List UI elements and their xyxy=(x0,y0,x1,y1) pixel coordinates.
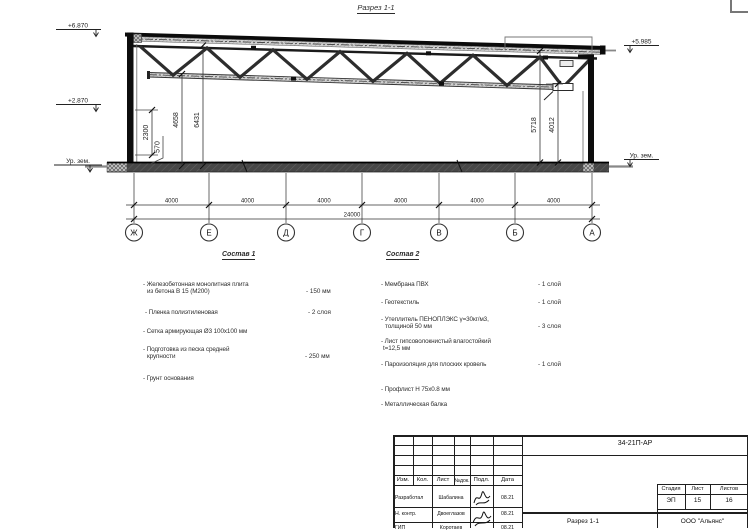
dim-label: 4012 xyxy=(549,117,556,133)
dim-label: 6431 xyxy=(194,112,201,128)
elevation-mark-arrow-icon xyxy=(624,46,659,53)
sheets-total: 16 xyxy=(725,497,733,504)
row-name: Двоеглазов xyxy=(437,511,465,517)
list-item-value: - 150 мм xyxy=(306,288,331,295)
list-item-value: - 2 слоя xyxy=(308,309,331,316)
grid-dimension-labels xyxy=(165,199,561,219)
floor-slab xyxy=(85,160,633,172)
dim-label: 570 xyxy=(154,141,162,153)
elevation-label: Ур. зем. xyxy=(629,152,654,160)
stage-label: Стадия xyxy=(661,486,681,492)
col-header-izm: Изм. xyxy=(396,477,410,483)
elevation-mark-arrow-icon xyxy=(624,160,659,167)
list-item: - Железобетонная монолитная плита из бетона В 15 (М200) xyxy=(143,281,249,295)
list-item: - Профлист Н 75х0.8 мм xyxy=(381,386,450,393)
company-name: ООО "Альянс" xyxy=(680,518,725,525)
vertical-dimensions-right xyxy=(537,48,563,166)
row-date: 08.21 xyxy=(501,511,514,517)
bay-dim: 4000 xyxy=(546,198,561,205)
list-item: - Грунт основания xyxy=(143,375,194,382)
row-role: Н. контр. xyxy=(395,511,417,517)
bay-dim: 4000 xyxy=(470,198,484,205)
dim-label: 4658 xyxy=(173,112,180,128)
list-item-value: - 3 слоя xyxy=(538,323,561,330)
elevation-mark-arrow-icon xyxy=(56,105,101,112)
total-dim: 24000 xyxy=(343,212,361,219)
dim-label: 2300 xyxy=(143,124,150,141)
sheet-number: 15 xyxy=(693,497,702,504)
sheet-frame-corner xyxy=(731,0,748,12)
doc-number: 34-21П-АР xyxy=(617,440,653,447)
stage-value: ЭП xyxy=(666,497,676,504)
row-role: Разработал xyxy=(395,495,424,501)
list-item: - Подготовка из песка средней крупности xyxy=(143,346,230,360)
axis-label: Д xyxy=(283,228,289,238)
dim-label: 5718 xyxy=(531,117,538,133)
axis-label: Ж xyxy=(130,228,138,238)
col-header-data: Дата xyxy=(501,477,514,483)
title-block xyxy=(393,435,748,531)
bay-dim: 4000 xyxy=(164,198,179,205)
axis-label: Б xyxy=(512,228,518,238)
list-item: - Геотекстиль xyxy=(381,299,420,306)
list-item-value: - 250 мм xyxy=(305,353,330,360)
list-item-value: - 1 слой xyxy=(538,281,562,288)
grid-dimension-lines xyxy=(126,173,600,223)
elevation-label: Ур. зем. xyxy=(66,158,90,165)
drawing-title: Разрез 1-1 xyxy=(357,3,395,12)
elevation-label: +6.870 xyxy=(67,22,89,30)
list-item: - Пленка полиэтиленовая xyxy=(145,309,218,316)
row-role: ГИП xyxy=(395,524,406,531)
list-item-value: - 1 слой xyxy=(538,299,562,306)
elevation-label: +2.870 xyxy=(67,97,89,105)
axis-label: А xyxy=(589,228,595,238)
row-name: Шабалина xyxy=(438,495,464,501)
signature-icon xyxy=(471,508,493,528)
row-date: 08.21 xyxy=(501,495,514,501)
axis-label: Е xyxy=(206,228,212,238)
elevation-label: +5.985 xyxy=(631,38,652,46)
bay-dim: 4000 xyxy=(317,198,331,205)
left-column xyxy=(127,33,142,171)
col-header-list: Лист xyxy=(436,477,450,483)
composition2-title: Состав 2 xyxy=(386,251,420,258)
list-item: - Лист гипсоволокнистый влагостойкий t=12,5 мм xyxy=(381,338,491,352)
composition1-title: Состав 1 xyxy=(222,251,256,258)
row-date: 08.21 xyxy=(501,524,514,531)
list-item: - Утеплитель ПЕНОПЛЭКС γ=30кг/м3, толщиной 50 мм xyxy=(381,316,489,330)
bay-dim: 4000 xyxy=(240,198,255,205)
titleblock-section-name: Разрез 1-1 xyxy=(567,518,599,525)
list-item: - Металлическая балка xyxy=(381,401,448,408)
list-item: - Сетка армирующая Ø3 100х100 мм xyxy=(143,328,248,335)
axis-label: В xyxy=(436,228,442,238)
col-header-kol: Кол. xyxy=(416,477,429,483)
sheet-label: Лист xyxy=(691,486,704,492)
sheets-label: Листов xyxy=(719,486,739,492)
grid-axis-bubbles xyxy=(126,224,601,241)
vertical-dimension-labels xyxy=(143,112,556,153)
row-name: Коротаев xyxy=(439,524,463,531)
list-item: - Пароизоляция для плоских кровель xyxy=(381,361,487,368)
vertical-dimensions-left xyxy=(135,43,206,170)
col-header-podl: Подл. xyxy=(473,477,490,483)
axis-label: Г xyxy=(359,228,365,238)
list-item: - Мембрана ПВХ xyxy=(381,281,429,288)
bay-dim: 4000 xyxy=(393,198,408,205)
signature-icon xyxy=(471,487,493,507)
elevation-mark-arrow-icon xyxy=(56,30,101,37)
right-column xyxy=(578,55,594,171)
list-item-value: - 1 слой xyxy=(538,361,562,368)
col-header-ndok: №док. xyxy=(454,477,470,484)
